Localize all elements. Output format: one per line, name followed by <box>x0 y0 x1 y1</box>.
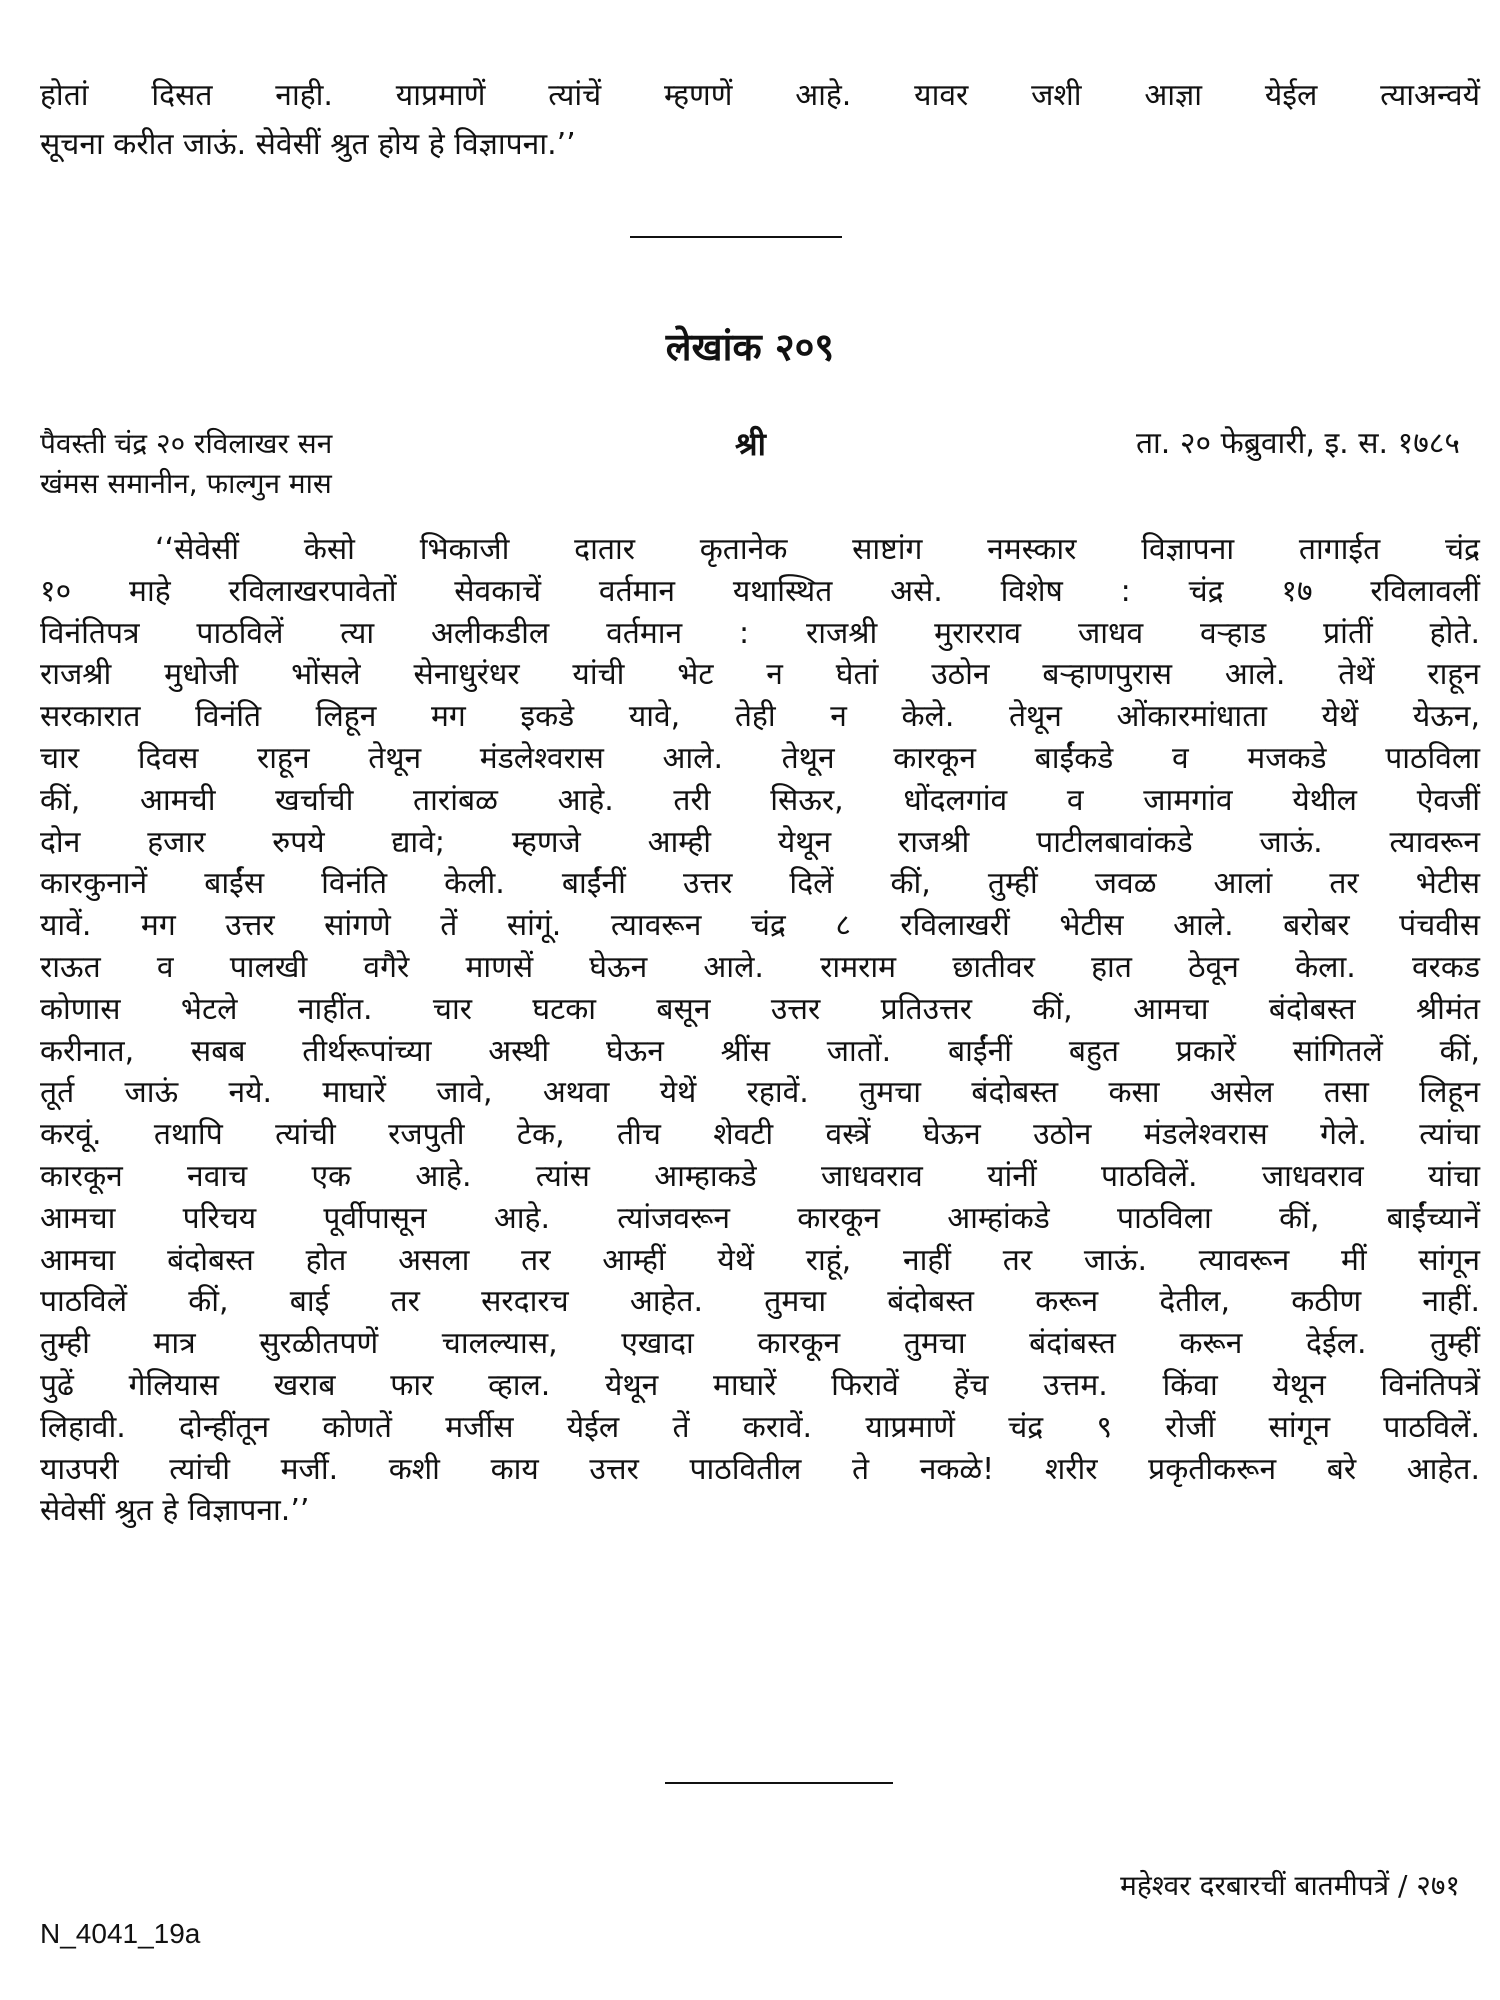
text-line: होतां दिसत नाही. याप्रमाणें त्यांचें म्हणणें आहे. यावर जशी आज्ञा येईल त्याअन्वयें <box>40 78 1480 113</box>
text-line: कारकुनानें बाईंस विनंति केली. बाईंनीं उत्तर दिलें कीं, तुम्हीं जवळ आलां तर भेटीस <box>40 866 1480 902</box>
text-line: दोन हजार रुपये द्यावे; म्हणजे आम्ही येथून राजश्री पाटीलबावांकडे जाऊं. त्यावरून <box>40 824 1480 860</box>
end-divider <box>665 1782 893 1784</box>
running-title: महेश्वर दरबारचीं बातमीपत्रें / २७१ <box>1120 1869 1460 1902</box>
text-line: १० माहे रविलाखरपावेतों सेवकाचें वर्तमान यथास्थित असे. विशेष : चंद्र १७ रविलावलीं <box>40 573 1480 609</box>
invocation: श्री <box>735 425 766 463</box>
letter-heading: लेखांक २०९ <box>665 325 835 369</box>
text-line: करवूं. तथापि त्यांची रजपुती टेक, तीच शेवटी वस्त्रें घेऊन उठोन मंडलेश्वरास गेले. त्यांचा <box>40 1117 1480 1153</box>
text-line: तुम्ही मात्र सुरळीतपणें चालल्यास, एखादा कारकून तुमचा बंदांबस्त करून देईल. तुम्हीं <box>40 1326 1480 1362</box>
text-line: आमचा बंदोबस्त होत असला तर आम्हीं येथें राहूं, नाहीं तर जाऊं. त्यावरून मीं सांगून <box>40 1242 1480 1278</box>
hijri-date-line-1: पैवस्ती चंद्र २० रविलाखर सन <box>40 427 333 460</box>
letter-date: ता. २० फेब्रुवारी, इ. स. १७८५ <box>1135 426 1460 461</box>
text-line: राजश्री मुधोजी भोंसले सेनाधुरंधर यांची भेट न घेतां उठोन बऱ्हाणपुरास आले. तेथें राहून <box>40 657 1480 693</box>
text-line: लिहावी. दोन्हींतून कोणतें मर्जीस येईल तें करावें. याप्रमाणें चंद्र ९ रोजीं सांगून पाठविलें. <box>40 1409 1480 1445</box>
text-line: ‘‘सेवेसीं केसो भिकाजी दातार कृतानेक साष्टांग नमस्कार विज्ञापना तागाईत चंद्र <box>155 532 1480 567</box>
text-line: पाठविलें कीं, बाई तर सरदारच आहेत. तुमचा बंदोबस्त करून देतील, कठीण नाहीं. <box>40 1284 1480 1320</box>
text-line: याउपरी त्यांची मर्जी. कशी काय उत्तर पाठवितील ते नकळे! शरीर प्रकृतीकरून बरे आहेत. <box>40 1451 1480 1487</box>
text-line: तूर्त जाऊं नये. माघारें जावे, अथवा येथें रहावें. तुमचा बंदोबस्त कसा असेल तसा लिहून <box>40 1075 1480 1111</box>
text-line: कारकून नवाच एक आहे. त्यांस आम्हाकडे जाधवराव यांनीं पाठविलें. जाधवराव यांचा <box>40 1159 1480 1194</box>
text-line: पुढें गेलियास खराब फार व्हाल. येथून माघारें फिरावें हेंच उत्तम. किंवा येथून विनंतिपत्रें <box>40 1368 1480 1403</box>
hijri-date-line-2: खंमस समानीन, फाल्गुन मास <box>40 467 332 500</box>
text-line: करीनात, सबब तीर्थरूपांच्या अस्थी घेऊन श्रींस जातों. बाईंनीं बहुत प्रकारें सांगितलें कीं, <box>40 1033 1480 1069</box>
text-line: सूचना करीत जाऊं. सेवेसीं श्रुत होय हे विज्ञापना.’’ <box>40 127 576 162</box>
document-id: N_4041_19a <box>40 1918 201 1949</box>
text-line: आमचा परिचय पूर्वीपासून आहे. त्यांजवरून कारकून आम्हांकडे पाठविला कीं, बाईंच्यानें <box>40 1200 1480 1236</box>
text-line: राऊत व पालखी वगैरे माणसें घेऊन आले. रामराम छातीवर हात ठेवून केला. वरकड <box>40 950 1480 985</box>
text-line: चार दिवस राहून तेथून मंडलेश्वरास आले. तेथून कारकून बाईंकडे व मजकडे पाठविला <box>40 741 1480 776</box>
text-line: यावें. मग उत्तर सांगणे तें सांगूं. त्यावरून चंद्र ८ रविलाखरीं भेटीस आले. बरोबर पंचवीस <box>40 908 1480 944</box>
section-divider <box>630 236 842 238</box>
text-line: विनंतिपत्र पाठविलें त्या अलीकडील वर्तमान : राजश्री मुरारराव जाधव वऱ्हाड प्रांतीं होते. <box>40 615 1480 651</box>
text-line: सेवेसीं श्रुत हे विज्ञापना.’’ <box>40 1493 310 1529</box>
text-line: सरकारात विनंति लिहून मग इकडे यावे, तेही न केले. तेथून ओंकारमांधाता येथें येऊन, <box>40 699 1480 735</box>
text-line: कीं, आमची खर्चाची तारांबळ आहे. तरी सिऊर, धोंदलगांव व जामगांव येथील ऐवजीं <box>40 782 1480 818</box>
text-line: कोणास भेटले नाहींत. चार घटका बसून उत्तर प्रतिउत्तर कीं, आमचा बंदोबस्त श्रीमंत <box>40 991 1480 1027</box>
